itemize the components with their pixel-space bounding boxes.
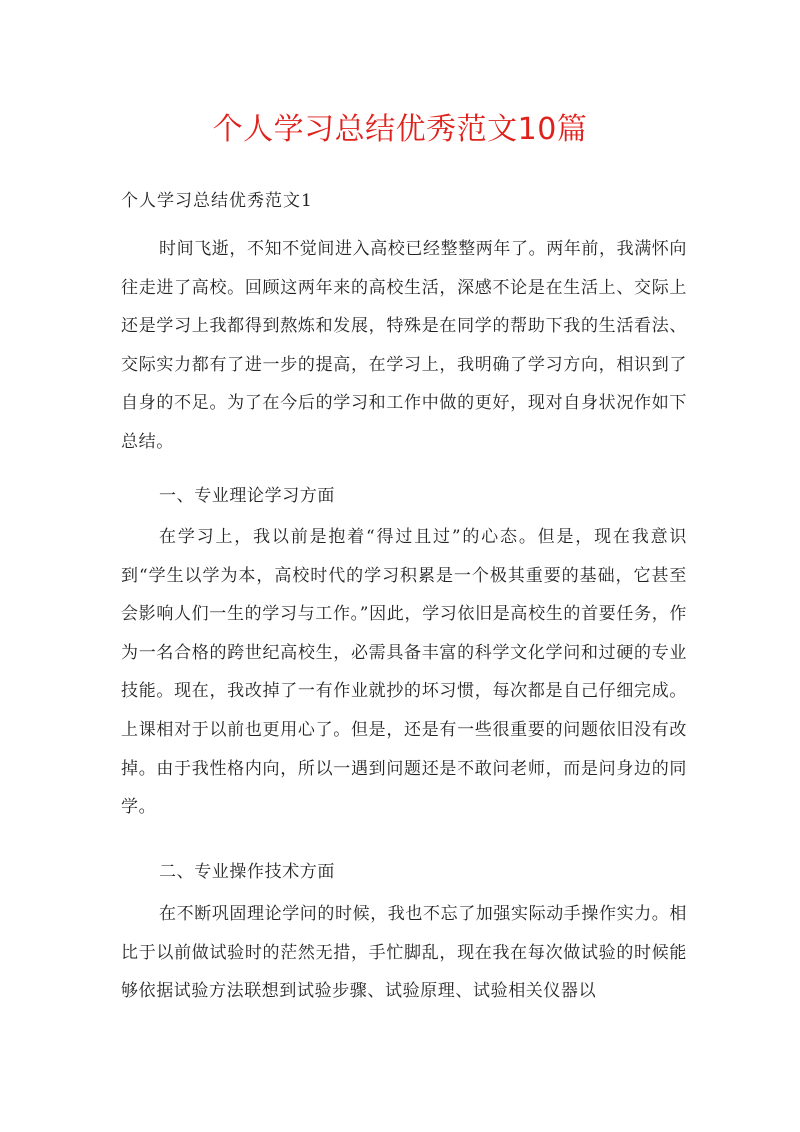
section-heading-practice: 二、专业操作技术方面 [159,862,335,882]
paragraph-theory: 在学习上，我以前是抱着“得过且过”的心态。但是，现在我意识到“学生以学为本，高校时代的学习积累是一个极其重要的基础，它甚至会影响人们一生的学习与工作。”因此，学习依旧是高校生的首要任务，作为一名合格的跨世纪高校生，必需具备丰富的科学文化学问和过硬的专业技能。现在，我改掉了一有作业就抄的坏习惯，每次都是自己仔细完成。上课相对于以前也更用心了。但是，还是有一些很重要的问题依旧没有改掉。由于我性格内向，所以一遇到问题还是不敢问老师，而是问身边的同学。 [121,527,687,818]
paragraph-practice: 在不断巩固理论学问的时候，我也不忘了加强实际动手操作实力。相比于以前做试验时的茫然无措，手忙脚乱，现在我在每次做试验的时候能够依据试验方法联想到试验步骤、试验原理、试验相关仪器以 [121,904,687,1002]
paragraph-intro: 时间飞逝，不知不觉间进入高校已经整整两年了。两年前，我满怀向往走进了高校。回顾这两年来的高校生活，深感不论是在生活上、交际上还是学习上我都得到熬炼和发展，特殊是在同学的帮助下我的生活看法、交际实力都有了进一步的提高，在学习上，我明确了学习方向，相识到了自身的不足。为了在今后的学习和工作中做的更好，现对自身状况作如下总结。 [121,239,687,452]
section-heading-theory: 一、专业理论学习方面 [159,486,335,506]
document-title: 个人学习总结优秀范文10篇 [212,112,588,147]
document-subtitle: 个人学习总结优秀范文1 [121,191,313,211]
